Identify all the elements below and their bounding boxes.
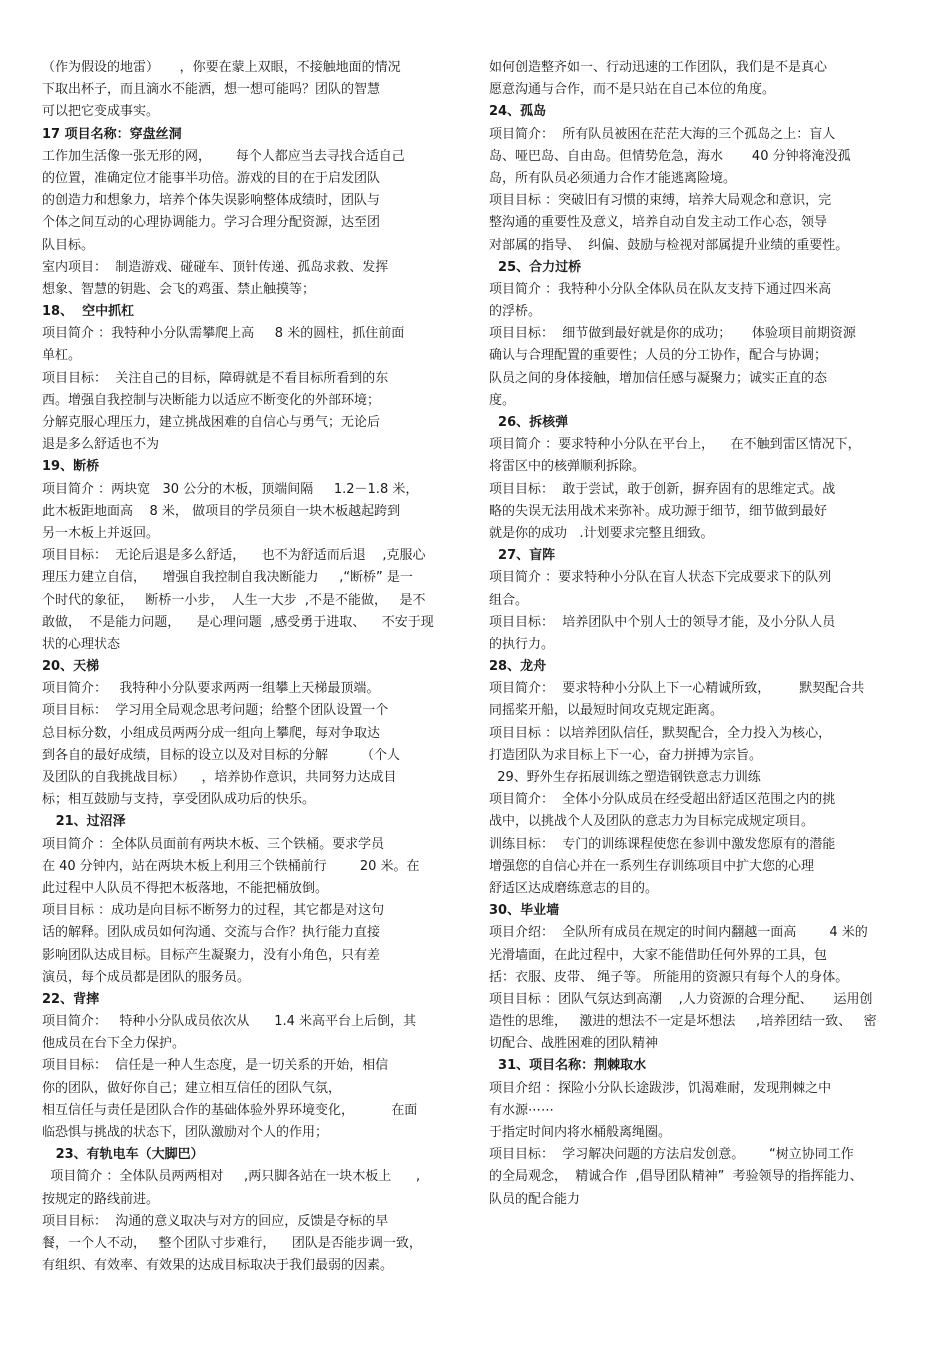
section-heading: 23、有轨电车（大脚巴） bbox=[42, 1147, 204, 1163]
text-line: 有水源⋯⋯ bbox=[489, 1102, 555, 1118]
section-heading: 18、 空中抓杠 bbox=[42, 304, 135, 320]
text-line: 的执行力。 bbox=[489, 636, 555, 652]
text-line: 项目目标 ：团队气氛达到高潮 ,人力资源的合理分配、 运用创 bbox=[489, 991, 873, 1007]
text-line: 餐，一个人不动， 整个团队寸步难行， 团队是否能步调一致， bbox=[42, 1235, 422, 1251]
text-line: 项目目标： 关注自己的目标，障碍就是不看目标所看到的东 bbox=[42, 370, 389, 386]
text-line: 此木板距地面高 8 米， 做项目的学员须自一块木板越起跨到 bbox=[42, 503, 401, 519]
section-heading: 24、孤岛 bbox=[489, 104, 547, 120]
right-column bbox=[489, 57, 914, 1211]
text-line: 状的心理状态 bbox=[42, 636, 121, 652]
text-line: 29、野外生存拓展训练之塑造钢铁意志力训练 bbox=[489, 770, 761, 785]
text-line: 项目简介 ：全体队员两两相对 ,两只脚各站在一块木板上 , bbox=[42, 1169, 421, 1185]
text-line: 确认与合理配置的重要性；人员的分工协作，配合与协调； bbox=[489, 348, 828, 364]
text-line: 于指定时间内将水桶般离绳圈。 bbox=[489, 1125, 672, 1140]
text-line: 项目目标： 信任是一种人生态度，是一切关系的开始，相信 bbox=[42, 1058, 389, 1074]
text-line: 岛、哑巴岛、自由岛。但情势危急，海水 40 分钟将淹没孤 bbox=[489, 148, 851, 164]
text-line: 工作加生活像一张无形的网， 每个人都应当去寻找合适自己 bbox=[42, 148, 405, 164]
text-line: 项目简介： 所有队员被困在茫茫大海的三个孤岛之上：盲人 bbox=[489, 126, 836, 142]
text-line: 项目简介 ：我特种小分队需攀爬上高 8 米的圆柱，抓住前面 bbox=[42, 326, 405, 342]
text-line: 临恐惧与挑战的状态下，团队激励对个人的作用； bbox=[42, 1125, 329, 1140]
text-line: 项目简介 ：要求特种小分队在盲人状态下完成要求下的队列 bbox=[489, 570, 832, 586]
text-line: 增强您的自信心并在一系列生存训练项目中扩大您的心理 bbox=[489, 858, 815, 874]
section-heading: 27、盲阵 bbox=[489, 548, 556, 564]
text-line: 项目目标： 培养团队中个别人士的领导才能，及小分队人员 bbox=[489, 614, 836, 630]
text-line: 如何创造整齐如一、行动迅速的工作团队，我们是不是真心 bbox=[489, 60, 828, 75]
section-heading: 26、拆核弹 bbox=[489, 415, 569, 430]
text-line: 西。增强自我控制与决断能力以适应不断变化的外部环境； bbox=[42, 392, 381, 408]
text-line: 下取出杯子，而且滴水不能洒，想一想可能吗？团队的智慧 bbox=[42, 82, 381, 98]
text-line: 按规定的路线前进。 bbox=[42, 1191, 160, 1207]
text-line: 愿意沟通与合作，而不是只站在自己本位的角度。 bbox=[489, 82, 776, 98]
text-line: 项目目标： 敢于尝试，敢于创新，摒弃固有的思维定式。战 bbox=[489, 481, 836, 497]
text-line: 项目目标 ：突破旧有习惯的束缚，培养大局观念和意识，完 bbox=[489, 193, 832, 209]
text-line: 队目标。 bbox=[42, 237, 95, 253]
text-line: 的位置，准确定位才能事半功倍。游戏的目的在于启发团队 bbox=[42, 170, 381, 186]
text-line: 在 40 分钟内，站在两块木板上利用三个铁桶前行 20 米。在 bbox=[42, 858, 420, 874]
text-line: 项目简介 ：要求特种小分队在平台上， 在不触到雷区情况下， bbox=[489, 437, 861, 453]
text-line: 略的失误无法用战术来弥补。成功源于细节，细节做到最好 bbox=[489, 503, 828, 519]
text-line: 有组织、有效率、有效果的达成目标取决于我们最弱的因素。 bbox=[42, 1258, 394, 1274]
text-line: 你的团队，做好你自己；建立相互信任的团队气氛， bbox=[42, 1080, 342, 1096]
text-line: 影响团队达成目标。目标产生凝聚力，没有小角色，只有差 bbox=[42, 947, 381, 963]
text-line: 退是多么舒适也不为 bbox=[42, 437, 160, 453]
text-line: 整沟通的重要性及意义，培养自动自发主动工作心态，领导 bbox=[489, 215, 828, 231]
text-line: 项目目标 ：以培养团队信任，默契配合，全力投入为核心， bbox=[489, 725, 832, 741]
text-line: 此过程中人队员不得把木板落地，不能把桶放倒。 bbox=[42, 880, 329, 896]
text-line: 就是你的成功 .计划要求完整且细致。 bbox=[489, 525, 714, 541]
text-line: 将雷区中的核弹顺利拆除。 bbox=[489, 459, 646, 475]
section-heading: 25、合力过桥 bbox=[489, 259, 582, 275]
text-line: 组合。 bbox=[489, 592, 529, 608]
text-line: 造性的思维， 激进的想法不一定是坏想法 ,培养团结一致、 密 bbox=[489, 1014, 877, 1030]
section-heading: 20、天梯 bbox=[42, 659, 100, 675]
text-line: 项目简介 ：全体队员面前有两块木板、三个铁桶。要求学员 bbox=[42, 836, 385, 852]
text-line: 理压力建立自信， 增强自我控制自我决断能力 ,“断桥” 是一 bbox=[42, 570, 413, 586]
text-line: 项目简介 ：我特种小分队全体队员在队友支持下通过四米高 bbox=[489, 281, 832, 297]
text-line: 室内项目： 制造游戏、碰碰车、顶针传递、孤岛求救、发挥 bbox=[42, 259, 389, 275]
text-line: （作为假设的地雷） ，你要在蒙上双眼，不接触地面的情况 bbox=[42, 60, 401, 75]
text-line: 项目简介： 特种小分队成员依次从 1.4 米高平台上后倒，其 bbox=[42, 1014, 416, 1030]
text-line: 战中，以挑战个人及团队的意志力为目标完成规定项目。 bbox=[489, 814, 815, 830]
text-line: 队员之间的身体接触，增加信任感与凝聚力；诚实正直的态 bbox=[489, 370, 828, 386]
text-line: 打造团队为求目标上下一心，奋力拼搏为宗旨。 bbox=[489, 747, 763, 763]
text-line: 另一木板上并返回。 bbox=[42, 525, 160, 541]
text-line: 岛，所有队员必须通力合作才能逃离险境。 bbox=[489, 170, 737, 186]
text-line: 到各自的最好成绩，目标的设立以及对目标的分解 （个人 bbox=[42, 747, 401, 763]
section-heading: 19、断桥 bbox=[42, 459, 100, 475]
text-line: 总目标分数，小组成员两两分成一组向上攀爬，每对争取达 bbox=[42, 725, 381, 741]
text-line: 想象、智慧的钥匙、会飞的鸡蛋、禁止触摸等； bbox=[42, 281, 316, 297]
text-line: 话的解释。团队成员如何沟通、交流与合作？执行能力直接 bbox=[42, 925, 381, 941]
text-line: 及团队的自我挑战目标） ，培养协作意识，共同努力达成目 bbox=[42, 770, 397, 785]
text-line: 分解克服心理压力，建立挑战困难的自信心与勇气；无论后 bbox=[42, 415, 381, 430]
text-line: 项目目标 ：成功是向目标不断努力的过程，其它都是对这句 bbox=[42, 903, 385, 919]
section-heading: 28、龙舟 bbox=[489, 659, 547, 675]
text-line: 切配合、战胜困难的团队精神 bbox=[489, 1036, 659, 1052]
text-line: 训练目标： 专门的训练课程使您在参训中激发您原有的潜能 bbox=[489, 836, 836, 852]
text-line: 个时代的象征， 断桥一小步， 人生一大步 ,不是不能做， 是不 bbox=[42, 592, 426, 608]
section-heading: 30、毕业墙 bbox=[489, 903, 560, 919]
text-line: 个体之间互动的心理协调能力。学习合理分配资源，达至团 bbox=[42, 215, 381, 231]
text-line: 括：衣服、皮带、 绳子等。 所能用的资源只有每个人的身体。 bbox=[489, 969, 849, 985]
text-line: 可以把它变成事实。 bbox=[42, 104, 160, 120]
text-line: 项目目标： 学习用全局观念思考问题；给整个团队设置一个 bbox=[42, 703, 389, 719]
text-line: 度。 bbox=[489, 392, 516, 408]
text-line: 项目目标： 学习解决问题的方法启发创意。 “树立协同工作 bbox=[489, 1147, 854, 1163]
text-line: 项目介绍 ：探险小分队长途跋涉，饥渴难耐，发现荆棘之中 bbox=[489, 1080, 832, 1096]
text-line: 敢做， 不是能力问题， 是心理问题 ,感受勇于进取、 不安于现 bbox=[42, 614, 434, 630]
text-line: 的创造力和想象力，培养个体失误影响整体成绩时，团队与 bbox=[42, 193, 381, 209]
text-line: 他成员在台下全力保护。 bbox=[42, 1036, 186, 1052]
section-heading: 31、项目名称：荆棘取水 bbox=[489, 1058, 647, 1074]
text-line: 项目简介 ：两块宽 30 公分的木板，顶端间隔 1.2－1.8 米， bbox=[42, 481, 419, 497]
text-line: 的全局观念， 精诚合作 ,倡导团队精神” 考验领导的指挥能力、 bbox=[489, 1169, 863, 1185]
text-line: 光滑墙面，在此过程中，大家不能借助任何外界的工具，包 bbox=[489, 947, 828, 963]
text-line: 相互信任与责任是团队合作的基础体验外界环境变化， 在面 bbox=[42, 1102, 418, 1118]
text-line: 标；相互鼓励与支持，享受团队成功后的快乐。 bbox=[42, 792, 316, 808]
text-line: 单杠。 bbox=[42, 348, 82, 364]
text-line: 项目简介： 要求特种小分队上下一心精诚所致， 默契配合共 bbox=[489, 681, 865, 697]
text-line: 项目目标： 细节做到最好就是你的成功； 体验项目前期资源 bbox=[489, 326, 856, 342]
text-line: 项目目标： 沟通的意义取决与对方的回应，反馈是夺标的早 bbox=[42, 1213, 389, 1229]
text-line: 演员，每个成员都是团队的服务员。 bbox=[42, 969, 251, 985]
text-line: 项目简介： 我特种小分队要求两两一组攀上天梯最顶端。 bbox=[42, 681, 380, 697]
left-column bbox=[42, 57, 467, 1277]
section-heading: 21、过沼泽 bbox=[42, 814, 126, 830]
section-heading: 17 项目名称：穿盘丝洞 bbox=[42, 126, 182, 142]
text-line: 舒适区达成磨练意志的目的。 bbox=[489, 880, 659, 896]
text-line: 的浮桥。 bbox=[489, 304, 542, 320]
text-line: 项目目标： 无论后退是多么舒适， 也不为舒适而后退 ,克服心 bbox=[42, 548, 426, 564]
text-line: 对部属的指导、 纠偏、鼓励与检视对部属提升业绩的重要性。 bbox=[489, 237, 849, 253]
text-line: 同摇桨开船，以最短时间攻克规定距离。 bbox=[489, 703, 724, 719]
section-heading: 22、背摔 bbox=[42, 991, 100, 1007]
text-line: 队员的配合能力 bbox=[489, 1191, 581, 1207]
text-line: 项目简介： 全体小分队成员在经受超出舒适区范围之内的挑 bbox=[489, 792, 836, 808]
text-line: 项目介绍： 全队所有成员在规定的时间内翻越一面高 4 米的 bbox=[489, 925, 868, 941]
